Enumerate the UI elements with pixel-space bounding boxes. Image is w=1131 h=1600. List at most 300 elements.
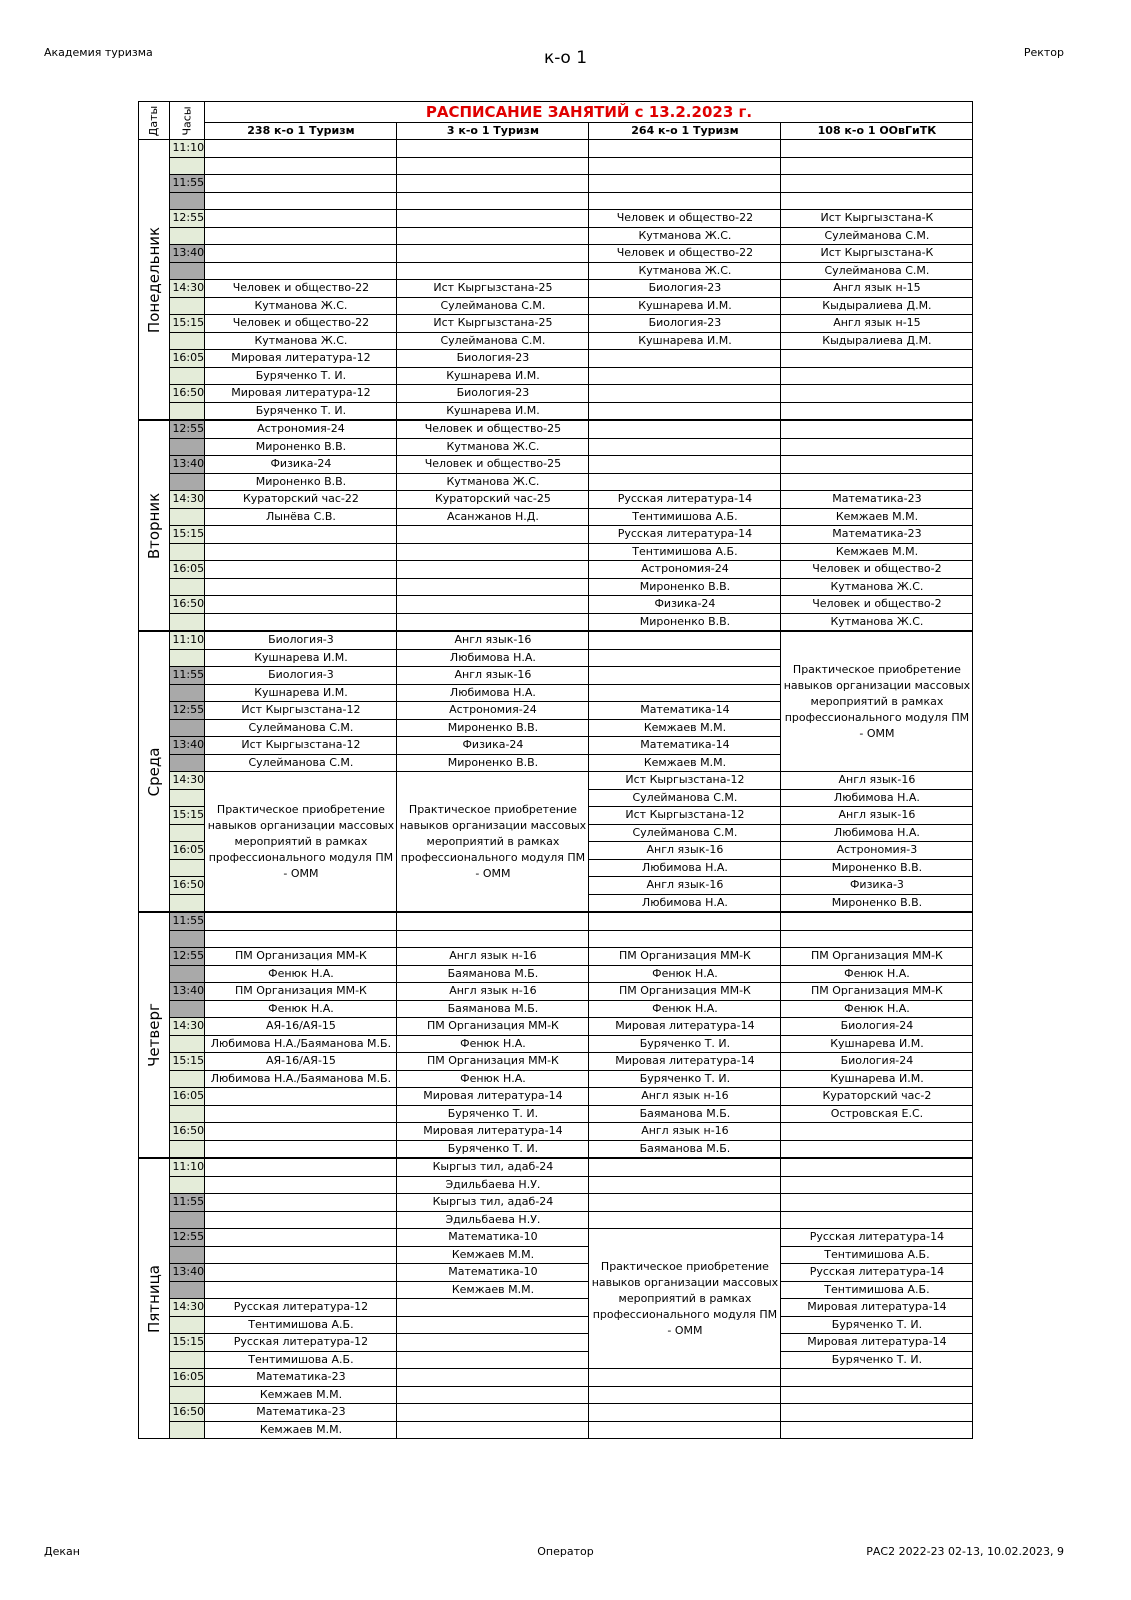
lesson-subject: Биология-23: [589, 280, 781, 298]
time-spacer: [170, 1105, 205, 1123]
lesson-subject: [589, 1158, 781, 1176]
schedule-row: [139, 543, 973, 561]
time-cell: 14:30: [170, 1299, 205, 1317]
time-spacer: [170, 930, 205, 948]
lesson-subject: Астрономия-3: [781, 842, 973, 860]
lesson-teacher: [397, 192, 589, 210]
lesson-subject: Англ язык-16: [781, 807, 973, 825]
lesson-teacher: Мироненко В.В.: [781, 894, 973, 912]
time-spacer: [170, 402, 205, 420]
lesson-teacher: [589, 402, 781, 420]
day-label: Четверг: [139, 912, 170, 1158]
lesson-subject: Ист Кыргызстана-12: [205, 702, 397, 720]
lesson-teacher: Сулейманова С.М.: [589, 789, 781, 807]
lesson-teacher: [781, 1421, 973, 1439]
lesson-teacher: Асанжанов Н.Д.: [397, 508, 589, 526]
lesson-teacher: [397, 157, 589, 175]
time-cell: 11:55: [170, 667, 205, 685]
time-spacer: [170, 297, 205, 315]
lesson-subject: ПМ Организация ММ-К: [397, 1018, 589, 1036]
time-spacer: [170, 1000, 205, 1018]
practice-block: Практическое приобретение навыков организации массовых мероприятий в рамках профессионального модуля ПМ - ОММ: [397, 772, 589, 913]
lesson-subject: Ист Кыргызстана-12: [589, 807, 781, 825]
lesson-subject: Биология-24: [781, 1053, 973, 1071]
lesson-teacher: [589, 684, 781, 702]
lesson-subject: [781, 1369, 973, 1387]
lesson-subject: [205, 1158, 397, 1176]
schedule-row: [139, 561, 973, 579]
day-label: Пятница: [139, 1158, 170, 1439]
practice-block: Практическое приобретение навыков организации массовых мероприятий в рамках профессионального модуля ПМ - ОММ: [205, 772, 397, 913]
schedule-row: [139, 912, 973, 930]
lesson-subject: [397, 596, 589, 614]
schedule-row: [139, 385, 973, 403]
lesson-subject: Мировая литература-14: [397, 1088, 589, 1106]
lesson-teacher: Кушнарева И.М.: [397, 367, 589, 385]
lesson-teacher: Фенюк Н.А.: [397, 1035, 589, 1053]
lesson-subject: Англ язык-16: [397, 631, 589, 649]
lesson-teacher: Любимова Н.А.: [589, 894, 781, 912]
lesson-subject: [397, 526, 589, 544]
lesson-teacher: Баяманова М.Б.: [589, 1105, 781, 1123]
lesson-teacher: Кыдыралиева Д.М.: [781, 297, 973, 315]
lesson-teacher: [205, 578, 397, 596]
lesson-subject: [397, 912, 589, 930]
lesson-teacher: [205, 1105, 397, 1123]
lesson-subject: [205, 912, 397, 930]
schedule-row: [139, 297, 973, 315]
lesson-teacher: Кушнарева И.М.: [589, 297, 781, 315]
lesson-teacher: Сулейманова С.М.: [205, 754, 397, 772]
schedule-row: [139, 420, 973, 438]
lesson-subject: Человек и общество-22: [205, 280, 397, 298]
lesson-subject: Биология-23: [397, 385, 589, 403]
schedule-row: [139, 245, 973, 263]
time-spacer: [170, 1351, 205, 1369]
lesson-subject: [589, 350, 781, 368]
lesson-teacher: Фенюк Н.А.: [781, 965, 973, 983]
lesson-teacher: [589, 649, 781, 667]
lesson-teacher: Любимова Н.А./Баяманова М.Б.: [205, 1070, 397, 1088]
lesson-teacher: [781, 157, 973, 175]
lesson-teacher: Тентимишова А.Б.: [205, 1316, 397, 1334]
lesson-teacher: [205, 1211, 397, 1229]
lesson-teacher: Мироненко В.В.: [589, 578, 781, 596]
lesson-subject: Мировая литература-12: [205, 385, 397, 403]
time-cell: 12:55: [170, 1229, 205, 1247]
schedule-row: [139, 210, 973, 228]
lesson-subject: [205, 1229, 397, 1247]
lesson-teacher: [205, 930, 397, 948]
lesson-subject: [589, 912, 781, 930]
time-cell: 15:15: [170, 315, 205, 333]
lesson-teacher: [397, 1316, 589, 1334]
lesson-teacher: [205, 1246, 397, 1264]
schedule-row: [139, 1264, 973, 1282]
lesson-teacher: [589, 1421, 781, 1439]
lesson-teacher: Буряченко Т. И.: [781, 1316, 973, 1334]
lesson-teacher: Лынёва С.В.: [205, 508, 397, 526]
lesson-subject: Мировая литература-14: [781, 1334, 973, 1352]
lesson-subject: Кыргыз тил, адаб-24: [397, 1158, 589, 1176]
time-cell: 12:55: [170, 702, 205, 720]
lesson-subject: Кураторский час-22: [205, 491, 397, 509]
time-cell: 15:15: [170, 807, 205, 825]
time-cell: 11:55: [170, 912, 205, 930]
schedule-row: [139, 1140, 973, 1158]
lesson-subject: Мировая литература-14: [397, 1123, 589, 1141]
time-cell: 13:40: [170, 1264, 205, 1282]
lesson-teacher: Любимова Н.А.: [397, 684, 589, 702]
time-cell: 11:10: [170, 140, 205, 158]
document-code: РАС2 2022-23 02-13, 10.02.2023, 9: [866, 1545, 1064, 1558]
lesson-teacher: Любимова Н.А.: [781, 789, 973, 807]
schedule-row: [139, 402, 973, 420]
lesson-teacher: [781, 1176, 973, 1194]
time-spacer: [170, 859, 205, 877]
lesson-subject: Кураторский час-25: [397, 491, 589, 509]
time-spacer: [170, 157, 205, 175]
lesson-subject: Ист Кыргызстана-12: [589, 772, 781, 790]
lesson-subject: [589, 140, 781, 158]
lesson-subject: Человек и общество-22: [205, 315, 397, 333]
time-spacer: [170, 1035, 205, 1053]
lesson-subject: ПМ Организация ММ-К: [589, 948, 781, 966]
lesson-teacher: Кутманова Ж.С.: [205, 332, 397, 350]
time-cell: 13:40: [170, 456, 205, 474]
lesson-subject: Человек и общество-25: [397, 456, 589, 474]
lesson-teacher: Мироненко В.В.: [397, 754, 589, 772]
lesson-subject: Физика-24: [397, 737, 589, 755]
lesson-subject: [397, 245, 589, 263]
time-cell: 15:15: [170, 1053, 205, 1071]
lesson-teacher: Эдильбаева Н.У.: [397, 1211, 589, 1229]
lesson-teacher: Буряченко Т. И.: [205, 367, 397, 385]
lesson-subject: [589, 175, 781, 193]
lesson-teacher: [205, 613, 397, 631]
schedule-row: [139, 578, 973, 596]
lesson-teacher: Мироненко В.В.: [205, 438, 397, 456]
time-cell: 15:15: [170, 1334, 205, 1352]
schedule-row: [139, 1316, 973, 1334]
lesson-teacher: [781, 473, 973, 491]
schedule-row: [139, 1088, 973, 1106]
schedule-row: [139, 613, 973, 631]
lesson-subject: Биология-24: [781, 1018, 973, 1036]
lesson-subject: Англ язык н-16: [397, 983, 589, 1001]
time-cell: 16:50: [170, 385, 205, 403]
lesson-subject: Математика-10: [397, 1229, 589, 1247]
schedule-row: [139, 157, 973, 175]
lesson-subject: [205, 140, 397, 158]
lesson-teacher: Сулейманова С.М.: [781, 262, 973, 280]
time-cell: 14:30: [170, 491, 205, 509]
time-cell: 16:05: [170, 842, 205, 860]
lesson-teacher: Кушнарева И.М.: [589, 332, 781, 350]
lesson-subject: Кыргыз тил, адаб-24: [397, 1194, 589, 1212]
time-cell: 11:10: [170, 1158, 205, 1176]
lesson-teacher: Любимова Н.А.: [781, 824, 973, 842]
schedule-row: [139, 631, 973, 649]
time-spacer: [170, 1176, 205, 1194]
lesson-teacher: [397, 1386, 589, 1404]
schedule-row: [139, 315, 973, 333]
lesson-subject: Англ язык-16: [589, 877, 781, 895]
schedule-row: [139, 596, 973, 614]
lesson-subject: [397, 210, 589, 228]
lesson-subject: Человек и общество-2: [781, 596, 973, 614]
time-spacer: [170, 543, 205, 561]
lesson-teacher: Островская Е.С.: [781, 1105, 973, 1123]
schedule-row: [139, 508, 973, 526]
lesson-teacher: [589, 192, 781, 210]
time-cell: 14:30: [170, 280, 205, 298]
lesson-teacher: Кутманова Ж.С.: [781, 578, 973, 596]
schedule-row: [139, 1070, 973, 1088]
lesson-subject: Математика-14: [589, 702, 781, 720]
lesson-teacher: Кушнарева И.М.: [781, 1035, 973, 1053]
lesson-teacher: Кемжаев М.М.: [205, 1421, 397, 1439]
schedule-row: [139, 965, 973, 983]
lesson-subject: [205, 175, 397, 193]
lesson-teacher: [589, 473, 781, 491]
schedule-row: [139, 1176, 973, 1194]
lesson-subject: Физика-24: [205, 456, 397, 474]
schedule-row: [139, 1123, 973, 1141]
lesson-teacher: [397, 578, 589, 596]
schedule-row: [139, 772, 973, 790]
lesson-teacher: [205, 192, 397, 210]
lesson-subject: Ист Кыргызстана-25: [397, 315, 589, 333]
lesson-teacher: [205, 1176, 397, 1194]
time-spacer: [170, 649, 205, 667]
schedule-row: [139, 930, 973, 948]
lesson-teacher: Эдильбаева Н.У.: [397, 1176, 589, 1194]
schedule-row: [139, 1351, 973, 1369]
lesson-teacher: Кемжаев М.М.: [589, 754, 781, 772]
lesson-subject: Англ язык н-16: [589, 1088, 781, 1106]
time-cell: 16:50: [170, 877, 205, 895]
schedule-table: [138, 101, 973, 1439]
time-cell: 12:55: [170, 420, 205, 438]
time-spacer: [170, 1281, 205, 1299]
schedule-row: [139, 948, 973, 966]
time-spacer: [170, 1316, 205, 1334]
time-spacer: [170, 227, 205, 245]
lesson-subject: [589, 1369, 781, 1387]
time-spacer: [170, 438, 205, 456]
lesson-teacher: Кемжаев М.М.: [205, 1386, 397, 1404]
lesson-subject: Физика-3: [781, 877, 973, 895]
schedule-row: [139, 526, 973, 544]
lesson-subject: [781, 385, 973, 403]
lesson-teacher: Тентимишова А.Б.: [781, 1246, 973, 1264]
lesson-teacher: [589, 438, 781, 456]
lesson-teacher: Тентимишова А.Б.: [781, 1281, 973, 1299]
lesson-subject: Англ язык-16: [397, 667, 589, 685]
lesson-subject: [589, 420, 781, 438]
schedule-row: [139, 491, 973, 509]
schedule-row: [139, 1421, 973, 1439]
lesson-teacher: Кыдыралиева Д.М.: [781, 332, 973, 350]
lesson-subject: Англ язык н-16: [397, 948, 589, 966]
lesson-subject: [205, 1194, 397, 1212]
lesson-teacher: Сулейманова С.М.: [205, 719, 397, 737]
lesson-subject: Кураторский час-2: [781, 1088, 973, 1106]
schedule-row: [139, 1281, 973, 1299]
time-cell: 12:55: [170, 948, 205, 966]
lesson-subject: Человек и общество-2: [781, 561, 973, 579]
lesson-teacher: Любимова Н.А.: [397, 649, 589, 667]
lesson-subject: [205, 526, 397, 544]
time-cell: 16:50: [170, 596, 205, 614]
time-spacer: [170, 894, 205, 912]
lesson-teacher: Кемжаев М.М.: [397, 1281, 589, 1299]
lesson-subject: Мировая литература-14: [589, 1053, 781, 1071]
time-spacer: [170, 719, 205, 737]
lesson-subject: Русская литература-14: [781, 1264, 973, 1282]
lesson-teacher: Кушнарева И.М.: [205, 684, 397, 702]
time-spacer: [170, 754, 205, 772]
lesson-teacher: Кутманова Ж.С.: [589, 227, 781, 245]
lesson-teacher: Тентимишова А.Б.: [589, 543, 781, 561]
lesson-subject: [397, 1369, 589, 1387]
lesson-subject: [781, 140, 973, 158]
lesson-subject: [397, 140, 589, 158]
lesson-teacher: Буряченко Т. И.: [589, 1035, 781, 1053]
lesson-subject: АЯ-16/АЯ-15: [205, 1053, 397, 1071]
lesson-teacher: [781, 367, 973, 385]
lesson-subject: Ист Кыргызстана-12: [205, 737, 397, 755]
lesson-teacher: Кутманова Ж.С.: [397, 473, 589, 491]
lesson-subject: Физика-24: [589, 596, 781, 614]
lesson-subject: [781, 175, 973, 193]
lesson-teacher: Кемжаев М.М.: [589, 719, 781, 737]
lesson-subject: Мировая литература-12: [205, 350, 397, 368]
lesson-subject: Мировая литература-14: [781, 1299, 973, 1317]
time-spacer: [170, 684, 205, 702]
lesson-teacher: [205, 1281, 397, 1299]
lesson-teacher: [397, 227, 589, 245]
lesson-subject: Математика-10: [397, 1264, 589, 1282]
schedule-title: РАСПИСАНИЕ ЗАНЯТИЙ с 13.2.2023 г.: [205, 102, 973, 123]
lesson-subject: [589, 456, 781, 474]
lesson-teacher: Баяманова М.Б.: [397, 1000, 589, 1018]
lesson-teacher: Тентимишова А.Б.: [205, 1351, 397, 1369]
lesson-subject: [781, 1123, 973, 1141]
lesson-subject: [781, 456, 973, 474]
day-label: Среда: [139, 631, 170, 912]
lesson-teacher: [781, 402, 973, 420]
lesson-subject: Математика-23: [781, 491, 973, 509]
schedule-row: [139, 1246, 973, 1264]
lesson-teacher: [589, 1211, 781, 1229]
rector-label: Ректор: [1023, 46, 1064, 59]
lesson-subject: [589, 1194, 781, 1212]
schedule-row: [139, 438, 973, 456]
time-spacer: [170, 965, 205, 983]
lesson-subject: АЯ-16/АЯ-15: [205, 1018, 397, 1036]
schedule-row: [139, 140, 973, 158]
lesson-subject: Русская литература-12: [205, 1299, 397, 1317]
day-label: Понедельник: [139, 140, 170, 421]
day-label: Вторник: [139, 420, 170, 631]
lesson-subject: Ист Кыргызстана-25: [397, 280, 589, 298]
lesson-subject: [205, 245, 397, 263]
lesson-teacher: Мироненко В.В.: [205, 473, 397, 491]
lesson-teacher: Кутманова Ж.С.: [397, 438, 589, 456]
time-cell: 16:05: [170, 561, 205, 579]
lesson-subject: [205, 561, 397, 579]
lesson-subject: Астрономия-24: [589, 561, 781, 579]
lesson-teacher: Любимова Н.А./Баяманова М.Б.: [205, 1035, 397, 1053]
lesson-teacher: Баяманова М.Б.: [397, 965, 589, 983]
lesson-teacher: [397, 930, 589, 948]
dates-header: Даты: [139, 102, 170, 140]
lesson-teacher: [205, 262, 397, 280]
lesson-teacher: Фенюк Н.А.: [781, 1000, 973, 1018]
time-spacer: [170, 262, 205, 280]
time-cell: 12:55: [170, 210, 205, 228]
lesson-teacher: [589, 1386, 781, 1404]
time-cell: 14:30: [170, 772, 205, 790]
lesson-teacher: [781, 192, 973, 210]
lesson-teacher: [589, 367, 781, 385]
lesson-subject: [205, 596, 397, 614]
lesson-teacher: Буряченко Т. И.: [205, 402, 397, 420]
time-cell: 16:50: [170, 1123, 205, 1141]
lesson-teacher: Сулейманова С.М.: [397, 332, 589, 350]
lesson-teacher: [397, 1351, 589, 1369]
lesson-subject: [781, 1158, 973, 1176]
schedule-row: [139, 262, 973, 280]
dean-label: Декан: [44, 1545, 80, 1558]
lesson-subject: Математика-23: [781, 526, 973, 544]
lesson-teacher: Кемжаев М.М.: [781, 508, 973, 526]
schedule-row: [139, 1386, 973, 1404]
lesson-teacher: Фенюк Н.А.: [589, 965, 781, 983]
schedule-row: [139, 1035, 973, 1053]
lesson-subject: Русская литература-14: [781, 1229, 973, 1247]
lesson-teacher: Фенюк Н.А.: [589, 1000, 781, 1018]
lesson-subject: [205, 1123, 397, 1141]
lesson-subject: Англ язык н-15: [781, 315, 973, 333]
lesson-teacher: Буряченко Т. И.: [397, 1105, 589, 1123]
lesson-teacher: Мироненко В.В.: [397, 719, 589, 737]
lesson-subject: [397, 561, 589, 579]
lesson-subject: ПМ Организация ММ-К: [589, 983, 781, 1001]
lesson-subject: Англ язык н-16: [589, 1123, 781, 1141]
practice-block: Практическое приобретение навыков организации массовых мероприятий в рамках профессионального модуля ПМ - ОММ: [781, 631, 973, 772]
lesson-subject: [781, 350, 973, 368]
lesson-subject: Человек и общество-22: [589, 245, 781, 263]
lesson-teacher: Фенюк Н.А.: [205, 965, 397, 983]
time-cell: 16:05: [170, 1369, 205, 1387]
lesson-subject: Англ язык-16: [589, 842, 781, 860]
time-spacer: [170, 473, 205, 491]
lesson-teacher: Буряченко Т. И.: [781, 1351, 973, 1369]
lesson-subject: Русская литература-14: [589, 491, 781, 509]
lesson-teacher: [205, 1140, 397, 1158]
lesson-teacher: [589, 157, 781, 175]
time-cell: 13:40: [170, 983, 205, 1001]
time-spacer: [170, 1070, 205, 1088]
lesson-subject: [589, 631, 781, 649]
time-spacer: [170, 789, 205, 807]
lesson-subject: Математика-23: [205, 1404, 397, 1422]
practice-block: Практическое приобретение навыков организации массовых мероприятий в рамках профессионального модуля ПМ - ОММ: [589, 1229, 781, 1369]
lesson-teacher: [781, 1211, 973, 1229]
